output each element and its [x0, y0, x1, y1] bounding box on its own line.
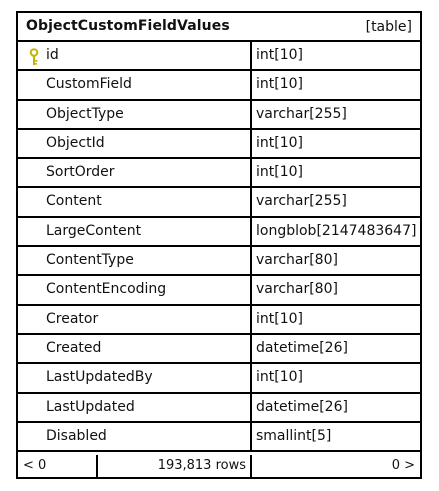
column-name: Disabled	[46, 427, 107, 444]
column-type: longblob[2147483647]	[256, 222, 417, 239]
column-type: varchar[255]	[256, 105, 347, 122]
table-footer	[18, 455, 420, 477]
column-type-cell	[252, 335, 420, 362]
column-list	[18, 42, 420, 452]
column-name-cell	[18, 306, 252, 333]
column-row[interactable]	[18, 364, 420, 393]
parents-link[interactable]	[18, 455, 98, 477]
column-type-cell	[252, 71, 420, 98]
column-name: ContentType	[46, 252, 134, 269]
column-type-cell	[252, 423, 420, 450]
column-name: ObjectId	[46, 134, 105, 151]
column-type: int[10]	[256, 164, 303, 181]
column-type-cell	[252, 188, 420, 215]
column-name: Creator	[46, 310, 99, 327]
row-count-label: 193,813 rows	[157, 458, 246, 473]
children-link[interactable]	[252, 455, 420, 477]
column-type: int[10]	[256, 47, 303, 63]
parents-label: < 0	[23, 458, 47, 473]
column-row[interactable]	[18, 247, 420, 276]
table-node[interactable]	[16, 11, 422, 479]
column-row[interactable]	[18, 101, 420, 130]
column-type-cell	[252, 159, 420, 186]
column-row[interactable]	[18, 188, 420, 217]
column-name: CustomField	[46, 76, 132, 93]
column-type: varchar[80]	[256, 252, 338, 269]
column-type-cell	[252, 394, 420, 421]
column-row[interactable]	[18, 335, 420, 364]
column-row[interactable]	[18, 130, 420, 159]
column-type: varchar[80]	[256, 281, 338, 298]
column-name-cell	[18, 159, 252, 186]
column-type: int[10]	[256, 134, 303, 151]
column-name: SortOrder	[46, 164, 115, 181]
column-name: id	[46, 47, 59, 63]
row-count	[98, 455, 252, 477]
column-type: int[10]	[256, 76, 303, 93]
table-title: ObjectCustomFieldValues	[26, 18, 230, 34]
column-type: int[10]	[256, 369, 303, 386]
column-name-cell	[18, 101, 252, 128]
column-type-cell	[252, 306, 420, 333]
column-name-cell	[18, 335, 252, 362]
column-name-cell	[18, 276, 252, 303]
column-type-cell	[252, 42, 420, 69]
column-type: int[10]	[256, 310, 303, 327]
column-row[interactable]	[18, 306, 420, 335]
column-type-cell	[252, 276, 420, 303]
column-type: smallint[5]	[256, 427, 332, 444]
column-name-cell	[18, 130, 252, 157]
column-type-cell	[252, 364, 420, 391]
column-name-cell	[18, 423, 252, 450]
column-type-cell	[252, 218, 420, 245]
column-type-cell	[252, 130, 420, 157]
column-name: ContentEncoding	[46, 281, 167, 298]
column-type: datetime[26]	[256, 398, 348, 415]
column-name: LastUpdated	[46, 398, 135, 415]
table-header[interactable]	[18, 13, 420, 42]
column-row[interactable]	[18, 71, 420, 100]
column-type-cell	[252, 247, 420, 274]
column-type: varchar[255]	[256, 193, 347, 210]
column-name-cell	[18, 188, 252, 215]
column-name: Created	[46, 339, 102, 356]
column-type: datetime[26]	[256, 339, 348, 356]
column-row[interactable]	[18, 394, 420, 423]
column-row[interactable]	[18, 423, 420, 452]
column-name-cell	[18, 71, 252, 98]
column-row[interactable]	[18, 159, 420, 188]
column-name-cell	[18, 394, 252, 421]
column-row[interactable]	[18, 218, 420, 247]
key-icon	[28, 48, 40, 66]
table-kind-label: [table]	[365, 19, 412, 35]
column-name: ObjectType	[46, 105, 124, 122]
children-label: 0 >	[391, 458, 415, 473]
column-name: LastUpdatedBy	[46, 369, 153, 386]
column-name-cell	[18, 247, 252, 274]
column-name-cell	[18, 218, 252, 245]
column-name: Content	[46, 193, 102, 210]
column-type-cell	[252, 101, 420, 128]
table-node-body	[18, 13, 420, 477]
column-row[interactable]	[18, 42, 420, 71]
column-name-cell	[18, 364, 252, 391]
column-name-cell	[18, 42, 252, 69]
column-row[interactable]	[18, 276, 420, 305]
column-name: LargeContent	[46, 222, 142, 239]
